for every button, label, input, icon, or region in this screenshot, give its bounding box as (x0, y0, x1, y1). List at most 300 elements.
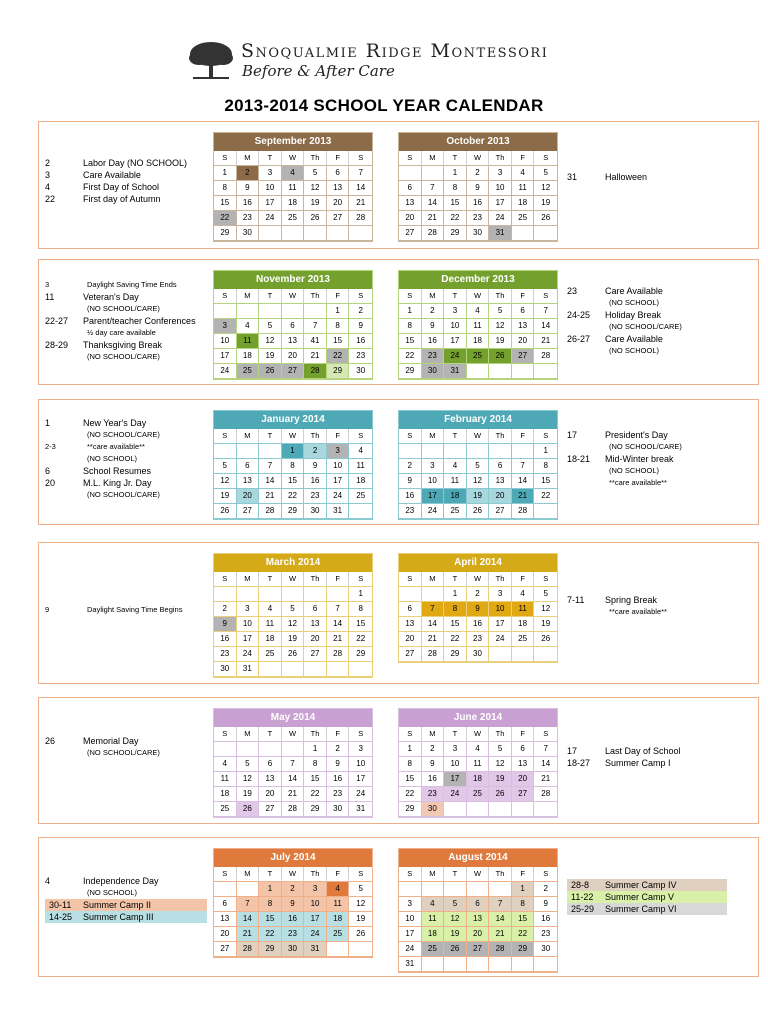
weekday-header: W (282, 429, 305, 444)
day-cell: 1 (399, 304, 422, 319)
day-cell: 8 (399, 757, 422, 772)
day-cell: 12 (214, 474, 237, 489)
weekday-header: M (237, 572, 260, 587)
calendar-note (45, 169, 185, 181)
day-cell: 9 (467, 602, 490, 617)
day-cell: 26 (237, 802, 260, 817)
empty-cell (214, 587, 237, 602)
day-cell: 28 (327, 647, 350, 662)
day-cell: 6 (282, 319, 305, 334)
day-cell: 15 (349, 617, 372, 632)
empty-cell (422, 166, 445, 181)
weekday-header: S (214, 289, 237, 304)
weekday-header: M (422, 429, 445, 444)
weekday-header: M (237, 151, 260, 166)
weekday-header: S (399, 867, 422, 882)
day-cell: 14 (327, 617, 350, 632)
note-date: 14-25 (49, 912, 73, 922)
right-notes (567, 171, 707, 183)
day-cell: 8 (304, 757, 327, 772)
day-cell: 15 (444, 196, 467, 211)
calendar-note (567, 429, 707, 441)
empty-cell (282, 742, 305, 757)
day-cell: 18 (467, 772, 490, 787)
note-date: 18-27 (567, 758, 591, 768)
day-cell: 16 (282, 912, 305, 927)
weekday-header: Th (304, 867, 327, 882)
note-date: 24-25 (567, 310, 591, 320)
month-calendar (213, 708, 373, 818)
day-cell: 5 (304, 166, 327, 181)
day-cell: 29 (444, 226, 467, 241)
day-cell: 25 (422, 942, 445, 957)
day-grid (399, 727, 557, 817)
day-cell: 20 (259, 787, 282, 802)
day-cell: 2 (467, 587, 490, 602)
day-cell: 13 (237, 474, 260, 489)
weekday-header: M (422, 727, 445, 742)
calendar-note (45, 453, 185, 465)
day-cell: 3 (489, 166, 512, 181)
day-grid (399, 572, 557, 662)
empty-cell (304, 304, 327, 319)
note-text: **care available** (609, 607, 667, 616)
day-cell: 31 (444, 364, 467, 379)
day-cell: 41 (304, 334, 327, 349)
note-date: 17 (567, 430, 578, 440)
day-cell: 25 (214, 802, 237, 817)
weekday-header: M (237, 429, 260, 444)
calendar-note (567, 441, 707, 453)
empty-cell (237, 444, 260, 459)
day-cell: 22 (444, 211, 467, 226)
day-cell: 2 (399, 459, 422, 474)
calendar-note (45, 899, 207, 911)
note-text: (NO SCHOOL/CARE) (609, 322, 682, 331)
day-cell: 26 (534, 211, 557, 226)
day-cell: 2 (304, 444, 327, 459)
weekday-header: W (282, 572, 305, 587)
day-cell: 9 (467, 181, 490, 196)
calendar-note (45, 181, 185, 193)
day-cell: 18 (467, 334, 490, 349)
weekday-header: M (422, 289, 445, 304)
weekday-header: F (327, 151, 350, 166)
day-cell: 31 (489, 226, 512, 241)
note-text: Halloween (605, 172, 648, 182)
day-cell: 16 (422, 334, 445, 349)
day-cell: 10 (304, 897, 327, 912)
weekday-header: S (214, 867, 237, 882)
empty-cell (259, 742, 282, 757)
day-cell: 11 (214, 772, 237, 787)
day-cell: 21 (534, 334, 557, 349)
day-cell: 13 (512, 319, 535, 334)
weekday-header: F (327, 572, 350, 587)
day-cell: 15 (534, 474, 557, 489)
empty-cell (512, 647, 535, 662)
month-calendar (213, 848, 373, 958)
weekday-header: T (444, 429, 467, 444)
empty-cell (444, 882, 467, 897)
calendar-note (567, 757, 707, 769)
day-cell: 15 (282, 474, 305, 489)
day-cell: 24 (399, 942, 422, 957)
note-text: **care available** (609, 478, 667, 487)
day-cell: 14 (259, 474, 282, 489)
note-text: President's Day (605, 430, 668, 440)
note-text: Thanksgiving Break (83, 340, 163, 350)
day-cell: 30 (304, 504, 327, 519)
weekday-header: W (467, 727, 490, 742)
day-cell: 12 (349, 897, 372, 912)
day-cell: 1 (282, 444, 305, 459)
day-cell: 30 (214, 662, 237, 677)
empty-cell (534, 226, 557, 241)
day-cell: 27 (214, 942, 237, 957)
weekday-header: W (282, 867, 305, 882)
day-cell: 22 (259, 927, 282, 942)
weekday-header: Th (489, 429, 512, 444)
empty-cell (512, 226, 535, 241)
empty-cell (282, 587, 305, 602)
day-cell: 22 (349, 632, 372, 647)
program-name: Before & After Care (242, 62, 395, 80)
note-text: First Day of School (83, 182, 160, 192)
day-cell: 9 (422, 757, 445, 772)
empty-cell (467, 882, 490, 897)
empty-cell (534, 364, 557, 379)
day-cell: 29 (399, 802, 422, 817)
month-calendar (398, 708, 558, 818)
note-text: (NO SCHOOL/CARE) (87, 430, 160, 439)
weekday-header: Th (304, 289, 327, 304)
day-grid (214, 289, 372, 379)
empty-cell (327, 226, 350, 241)
day-cell: 16 (237, 196, 260, 211)
empty-cell (259, 226, 282, 241)
day-cell: 16 (214, 632, 237, 647)
month-calendar (398, 270, 558, 380)
day-cell: 9 (399, 474, 422, 489)
day-cell: 21 (304, 349, 327, 364)
day-cell: 22 (512, 927, 535, 942)
day-cell: 13 (399, 617, 422, 632)
day-cell: 19 (444, 927, 467, 942)
empty-cell (214, 444, 237, 459)
empty-cell (259, 304, 282, 319)
note-text: Care Available (83, 170, 141, 180)
weekday-header: W (467, 867, 490, 882)
day-cell: 29 (304, 802, 327, 817)
day-cell: 1 (444, 166, 467, 181)
day-cell: 19 (282, 632, 305, 647)
weekday-header: Th (304, 727, 327, 742)
weekday-header: S (214, 727, 237, 742)
empty-cell (444, 802, 467, 817)
day-cell: 4 (259, 602, 282, 617)
note-date: 26 (45, 736, 56, 746)
day-cell: 17 (237, 632, 260, 647)
month-calendar (398, 132, 558, 242)
day-cell: 27 (282, 364, 305, 379)
empty-cell (489, 802, 512, 817)
note-text: First day of Autumn (83, 194, 161, 204)
day-cell: 4 (512, 166, 535, 181)
day-cell: 26 (282, 647, 305, 662)
weekday-header: F (327, 867, 350, 882)
day-cell: 20 (282, 349, 305, 364)
weekday-header: W (282, 727, 305, 742)
day-cell: 10 (444, 757, 467, 772)
weekday-header: S (214, 151, 237, 166)
calendar-note (45, 604, 185, 616)
day-cell: 23 (399, 504, 422, 519)
day-cell: 2 (327, 742, 350, 757)
weekday-header: S (399, 572, 422, 587)
day-cell: 27 (237, 504, 260, 519)
day-cell: 7 (534, 304, 557, 319)
day-cell: 19 (467, 489, 490, 504)
month-title: February 2014 (399, 411, 557, 429)
day-cell: 10 (489, 181, 512, 196)
day-cell: 18 (282, 196, 305, 211)
day-cell: 1 (214, 166, 237, 181)
day-cell: 25 (349, 489, 372, 504)
day-cell: 27 (489, 504, 512, 519)
weekday-header: S (534, 727, 557, 742)
day-cell: 2 (467, 166, 490, 181)
empty-cell (304, 587, 327, 602)
day-cell: 23 (304, 489, 327, 504)
empty-cell (512, 957, 535, 972)
day-cell: 11 (512, 602, 535, 617)
weekday-header: S (399, 151, 422, 166)
day-cell: 14 (422, 196, 445, 211)
day-cell: 23 (534, 927, 557, 942)
day-cell: 2 (422, 304, 445, 319)
note-text: Last Day of School (605, 746, 681, 756)
empty-cell (512, 802, 535, 817)
month-calendar (398, 410, 558, 520)
weekday-header: M (237, 867, 260, 882)
day-cell: 4 (467, 742, 490, 757)
day-cell: 15 (327, 334, 350, 349)
empty-cell (214, 882, 237, 897)
empty-cell (512, 364, 535, 379)
weekday-header: S (399, 289, 422, 304)
weekday-header: W (282, 289, 305, 304)
day-cell: 27 (512, 787, 535, 802)
calendar-note (45, 429, 185, 441)
empty-cell (422, 587, 445, 602)
day-cell: 8 (512, 897, 535, 912)
day-cell: 19 (237, 787, 260, 802)
note-text: (NO SCHOOL) (609, 298, 660, 307)
note-date: 6 (45, 466, 51, 476)
day-cell: 9 (349, 319, 372, 334)
day-cell: 14 (534, 319, 557, 334)
day-cell: 16 (349, 334, 372, 349)
day-cell: 27 (399, 226, 422, 241)
day-cell: 9 (237, 181, 260, 196)
weekday-header: T (444, 867, 467, 882)
day-cell: 8 (444, 602, 467, 617)
day-cell: 6 (512, 304, 535, 319)
empty-cell (349, 662, 372, 677)
weekday-header: S (534, 289, 557, 304)
day-cell: 26 (489, 349, 512, 364)
empty-cell (467, 364, 490, 379)
empty-cell (489, 444, 512, 459)
day-cell: 10 (327, 459, 350, 474)
day-cell: 10 (214, 334, 237, 349)
day-cell: 28 (534, 349, 557, 364)
page-title: 2013-2014 SCHOOL YEAR CALENDAR (224, 96, 544, 115)
day-cell: 8 (399, 319, 422, 334)
day-cell: 8 (444, 181, 467, 196)
day-cell: 28 (534, 787, 557, 802)
day-cell: 23 (214, 647, 237, 662)
day-cell: 30 (467, 647, 490, 662)
day-cell: 16 (467, 196, 490, 211)
day-cell: 24 (214, 364, 237, 379)
day-cell: 29 (327, 364, 350, 379)
day-cell: 5 (237, 757, 260, 772)
calendar-note (567, 477, 707, 489)
day-cell: 19 (489, 772, 512, 787)
weekday-header: Th (304, 151, 327, 166)
day-cell: 10 (349, 757, 372, 772)
calendar-note (45, 351, 185, 363)
day-cell: 30 (349, 364, 372, 379)
empty-cell (327, 587, 350, 602)
day-cell: 29 (444, 647, 467, 662)
month-calendar (398, 848, 558, 973)
day-cell: 3 (304, 882, 327, 897)
day-cell: 21 (422, 632, 445, 647)
day-cell: 7 (534, 742, 557, 757)
weekday-header: S (534, 867, 557, 882)
day-cell: 28 (422, 647, 445, 662)
empty-cell (259, 444, 282, 459)
weekday-header: T (444, 151, 467, 166)
day-cell: 3 (422, 459, 445, 474)
day-cell: 28 (489, 942, 512, 957)
empty-cell (512, 444, 535, 459)
calendar-note (45, 747, 185, 759)
day-cell: 12 (237, 772, 260, 787)
day-cell: 14 (282, 772, 305, 787)
day-cell: 7 (259, 459, 282, 474)
empty-cell (259, 662, 282, 677)
day-cell: 10 (399, 912, 422, 927)
day-cell: 7 (512, 459, 535, 474)
day-cell: 18 (444, 489, 467, 504)
weekday-header: Th (489, 867, 512, 882)
day-cell: 24 (237, 647, 260, 662)
weekday-header: F (512, 727, 535, 742)
day-cell: 12 (467, 474, 490, 489)
day-cell: 4 (422, 897, 445, 912)
empty-cell (534, 647, 557, 662)
note-date: 4 (45, 182, 51, 192)
note-text: Parent/teacher Conferences (83, 316, 196, 326)
day-cell: 31 (237, 662, 260, 677)
day-cell: 25 (467, 349, 490, 364)
day-cell: 13 (489, 474, 512, 489)
day-cell: 29 (349, 647, 372, 662)
day-cell: 18 (237, 349, 260, 364)
day-cell: 24 (327, 489, 350, 504)
day-cell: 7 (489, 897, 512, 912)
calendar-note (45, 735, 185, 747)
calendar-note (567, 333, 707, 345)
day-cell: 5 (467, 459, 490, 474)
calendar-note (567, 321, 707, 333)
day-cell: 6 (214, 897, 237, 912)
day-cell: 6 (399, 602, 422, 617)
calendar-note (45, 279, 185, 291)
note-text: Daylight Saving Time Begins (87, 605, 183, 614)
empty-cell (214, 742, 237, 757)
empty-cell (259, 587, 282, 602)
note-text: Holiday Break (605, 310, 662, 320)
day-cell: 15 (444, 617, 467, 632)
weekday-header: F (327, 429, 350, 444)
day-cell: 4 (444, 459, 467, 474)
left-notes (45, 417, 185, 501)
note-text: Labor Day (NO SCHOOL) (83, 158, 188, 168)
day-cell: 14 (422, 617, 445, 632)
calendar-note (567, 297, 707, 309)
note-text: Summer Camp VI (605, 904, 677, 914)
day-cell: 27 (327, 211, 350, 226)
day-cell: 31 (304, 942, 327, 957)
day-cell: 22 (327, 349, 350, 364)
day-cell: 13 (467, 912, 490, 927)
weekday-header: T (259, 151, 282, 166)
day-cell: 16 (327, 772, 350, 787)
right-notes (567, 745, 707, 769)
day-cell: 20 (399, 211, 422, 226)
month-calendar (398, 553, 558, 663)
day-cell: 28 (259, 504, 282, 519)
day-cell: 23 (237, 211, 260, 226)
calendar-note (45, 303, 185, 315)
day-cell: 16 (534, 912, 557, 927)
calendar-note (567, 171, 707, 183)
day-cell: 21 (282, 787, 305, 802)
day-cell: 24 (444, 349, 467, 364)
day-cell: 13 (399, 196, 422, 211)
weekday-header: T (259, 429, 282, 444)
day-grid (214, 151, 372, 241)
note-text: **care available** (87, 442, 145, 451)
weekday-header: T (259, 867, 282, 882)
day-cell: 11 (259, 617, 282, 632)
day-cell: 24 (304, 927, 327, 942)
day-cell: 30 (422, 802, 445, 817)
day-cell: 25 (282, 211, 305, 226)
empty-cell (467, 802, 490, 817)
calendar-note (45, 193, 185, 205)
day-cell: 15 (304, 772, 327, 787)
weekday-header: W (282, 151, 305, 166)
day-cell: 16 (399, 489, 422, 504)
note-text: Care Available (605, 334, 663, 344)
day-cell: 4 (467, 304, 490, 319)
